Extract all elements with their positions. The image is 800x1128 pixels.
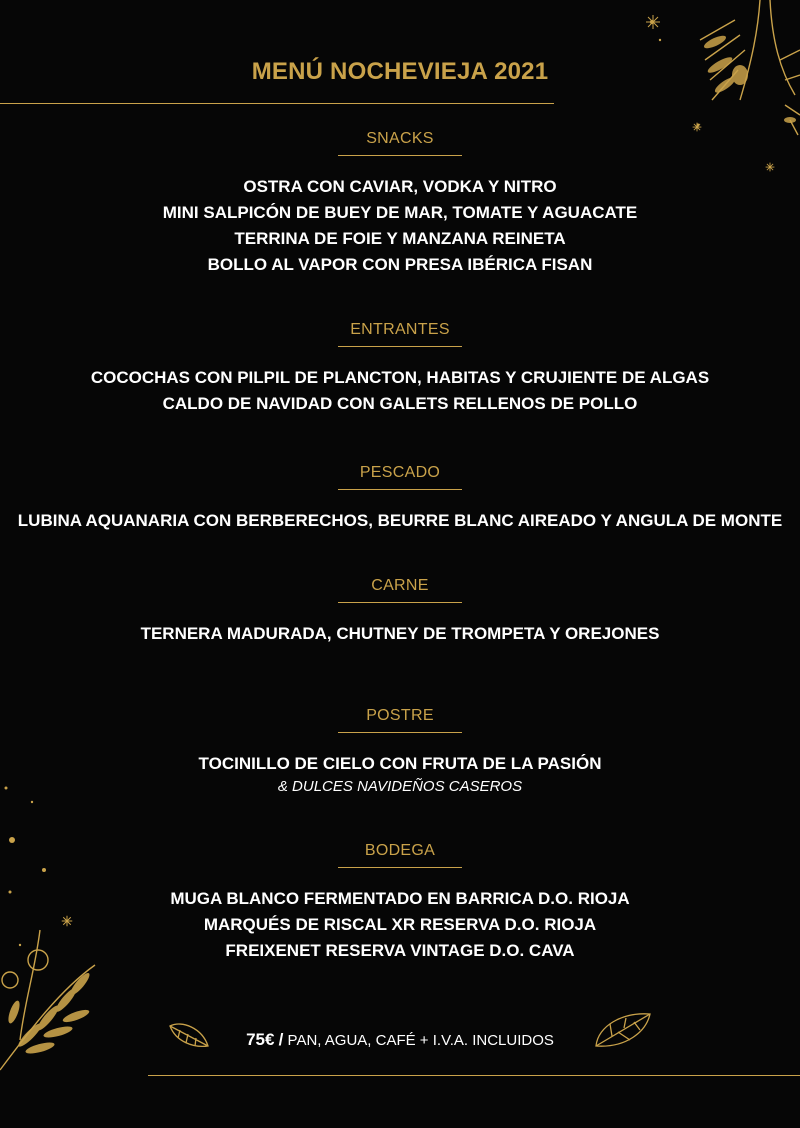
section-pescado xyxy=(0,463,800,534)
price-amount: 75€ xyxy=(246,1030,275,1049)
section-entrantes xyxy=(0,320,800,417)
wine-item: FREIXENET RESERVA VINTAGE D.O. CAVA xyxy=(225,941,575,960)
menu-item: MINI SALPICÓN DE BUEY DE MAR, TOMATE Y AGUACATE xyxy=(162,203,638,222)
menu-item: LUBINA AQUANARIA CON BERBERECHOS, BEURRE BLANC AIREADO Y ANGULA DE MONTE xyxy=(17,511,783,530)
section-heading: PESCADO xyxy=(359,464,441,481)
section-divider xyxy=(338,346,462,347)
leaf-icon xyxy=(592,1010,654,1050)
section-divider xyxy=(338,602,462,603)
section-divider xyxy=(338,155,462,156)
section-bodega xyxy=(0,841,800,964)
section-carne xyxy=(0,576,800,647)
price-line xyxy=(0,1030,800,1050)
section-heading: CARNE xyxy=(371,577,429,594)
menu-item: BOLLO AL VAPOR CON PRESA IBÉRICA FISAN xyxy=(207,255,593,274)
wine-item: MUGA BLANCO FERMENTADO EN BARRICA D.O. RIOJA xyxy=(170,889,630,908)
section-heading: POSTRE xyxy=(366,707,434,724)
section-divider xyxy=(338,867,462,868)
menu-title: MENÚ NOCHEVIEJA 2021 xyxy=(251,58,549,85)
menu-item: CALDO DE NAVIDAD CON GALETS RELLENOS DE POLLO xyxy=(162,394,638,413)
menu-item: TERRINA DE FOIE Y MANZANA REINETA xyxy=(234,229,566,248)
section-divider xyxy=(338,732,462,733)
menu-item-note: & DULCES NAVIDEÑOS CASEROS xyxy=(277,778,523,795)
section-postre xyxy=(0,706,800,797)
footer-underline xyxy=(148,1075,800,1076)
title-underline xyxy=(0,103,554,104)
menu-item: TERNERA MADURADA, CHUTNEY DE TROMPETA Y OREJONES xyxy=(140,624,660,643)
menu-item: OSTRA CON CAVIAR, VODKA Y NITRO xyxy=(243,177,557,196)
menu-item: TOCINILLO DE CIELO CON FRUTA DE LA PASIÓN xyxy=(198,754,602,773)
section-heading: ENTRANTES xyxy=(350,321,450,338)
wine-item: MARQUÉS DE RISCAL XR RESERVA D.O. RIOJA xyxy=(203,915,597,934)
section-heading: BODEGA xyxy=(364,842,436,859)
snowflake-icon xyxy=(645,14,661,30)
section-snacks xyxy=(0,129,800,278)
price-includes: PAN, AGUA, CAFÉ + I.V.A. INCLUIDOS xyxy=(287,1032,554,1049)
price-separator: / xyxy=(278,1030,284,1049)
section-divider xyxy=(338,489,462,490)
section-heading: SNACKS xyxy=(366,130,434,147)
menu-item: COCOCHAS CON PILPIL DE PLANCTON, HABITAS Y CRUJIENTE DE ALGAS xyxy=(90,368,710,387)
